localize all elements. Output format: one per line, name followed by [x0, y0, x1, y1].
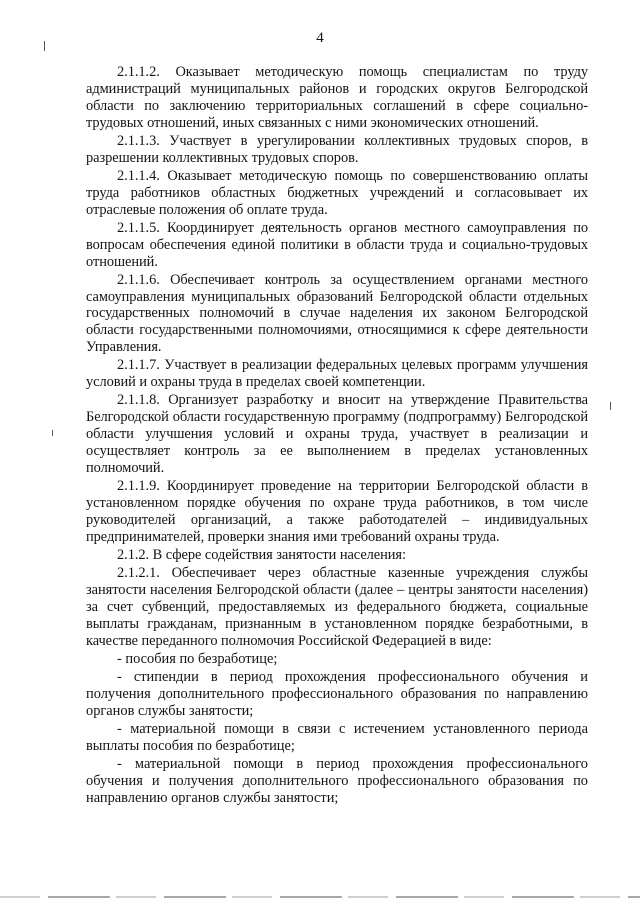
paragraph-2-1-1-5: 2.1.1.5. Координирует деятельность органов местного самоуправления по вопросам обеспечения единой политики в области труда и социально-трудовых отношений. — [86, 219, 588, 270]
paragraph-2-1-1-9: 2.1.1.9. Координирует проведение на территории Белгородской области в установленном порядке обучения по охране труда работников, в том числе руководителей организаций, а также работодателей – индивидуальных предпринимателей, проверки знания ими требований охраны труда. — [86, 478, 588, 545]
paragraph-2-1-1-3: 2.1.1.3. Участвует в урегулировании коллективных трудовых споров, в разрешении коллективных трудовых споров. — [86, 132, 588, 166]
scan-mark — [610, 402, 611, 410]
paragraph-2-1-1-2: 2.1.1.2. Оказывает методическую помощь специалистам по труду администраций муниципальных районов и городских округов Белгородской области по заключению территориальных соглашений в сфере социально-трудовых отношений, иных связанных с ними экономических отношений. — [86, 64, 588, 131]
paragraph-2-1-1-4: 2.1.1.4. Оказывает методическую помощь по совершенствованию оплаты труда работников областных бюджетных учреждений и согласовывает их отраслевые положения об оплате труда. — [86, 167, 588, 218]
list-item: - стипендии в период прохождения профессионального обучения и получения дополнительного профессионального образования по направлению органов службы занятости; — [86, 668, 588, 719]
list-item: - пособия по безработице; — [117, 650, 278, 667]
scan-mark — [44, 41, 45, 51]
list-item: - материальной помощи в период прохождения профессионального обучения и получения дополнительного профессионального образования по направлению органов службы занятости; — [86, 755, 588, 806]
list-item: - материальной помощи в связи с истечением установленного периода выплаты пособия по безработице; — [86, 720, 588, 754]
paragraph-2-1-1-6: 2.1.1.6. Обеспечивает контроль за осуществлением органами местного самоуправления муниципальных образований Белгородской области отдельных государственных полномочий в случае наделения их законом Белгородской области государственными полномочиями, относящимися к сфере деятельности Управления. — [86, 271, 588, 356]
section-heading-2-1-2: 2.1.2. В сфере содействия занятости населения: — [117, 546, 406, 563]
paragraph-2-1-1-7: 2.1.1.7. Участвует в реализации федеральных целевых программ улучшения условий и охраны труда в пределах своей компетенции. — [86, 357, 588, 391]
scan-mark — [52, 430, 53, 436]
paragraph-2-1-1-8: 2.1.1.8. Организует разработку и вносит на утверждение Правительства Белгородской области государственную программу (подпрограмму) Белгородской области улучшения условий и охраны труда, участвует в реализации и осуществляет контроль за ее выполнением в пределах установленных полномочий. — [86, 392, 588, 476]
document-body — [86, 64, 588, 808]
page-number: 4 — [316, 30, 324, 46]
paragraph-2-1-2-1: 2.1.2.1. Обеспечивает через областные казенные учреждения службы занятости населения Белгородской области (далее – центры занятости населения) за счет субвенций, предоставляемых из федерального бюджета, социальные выплаты гражданам, признанным в установленном порядке безработными, в качестве переданного полномочия Российской Федерацией в виде: — [86, 564, 588, 649]
scan-edge-line — [0, 896, 640, 898]
